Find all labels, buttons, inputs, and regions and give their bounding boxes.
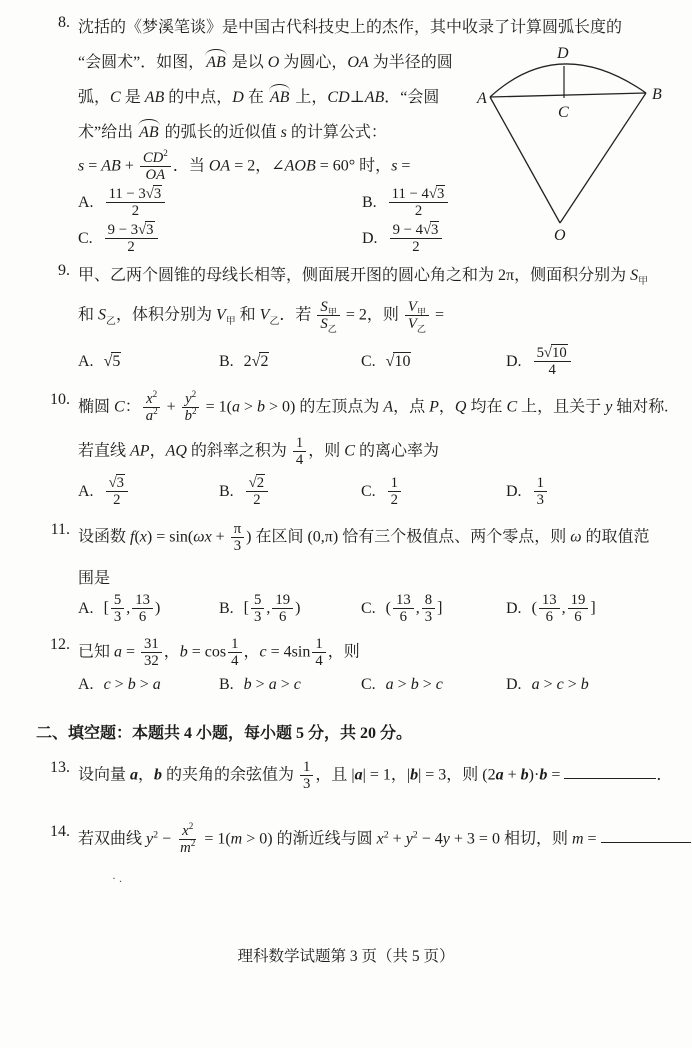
option-value: 2√2 [243,352,269,370]
option-c [361,353,506,371]
option-b [219,475,361,509]
option-label: B. [362,193,377,211]
question-formula: s = AB + $\frac{CD^2}{OA}$ ．当 OA = 2，∠AOB = 60° 时，s = [78,148,411,184]
option-d [506,475,682,509]
question-formula: 设向量 a，b 的夹角的余弦值为 $\frac{1}{3}$ ，且 |a| = 1，|b| = 3，则 (2a + b)·b = ． [78,758,673,793]
option-a [78,676,219,694]
option-value: √5 [103,352,121,370]
option-c [361,592,506,626]
option-value: $\frac{9 - 4√3}{2}$ [388,222,445,256]
question-9 [36,262,682,379]
question-13 [36,759,682,793]
question-formula: 椭圆 C： $\frac{x^2}{a^2}$ + $\frac{y^2}{b^2}$ = 1(a > b > 0) 的左顶点为 A，点 P，Q 均在 C 上，且关于 y 轴对称. [78,388,669,425]
radius-OB [560,93,646,223]
options-row [36,676,682,694]
option-value: $\frac{11 - 3√3}{2}$ [104,186,168,220]
label-C: C [558,104,569,121]
option-label: C. [361,482,376,500]
question-text-line: 术”给出 AB 的弧长的近似值 s 的计算公式： [78,124,387,141]
option-label: D. [362,229,378,247]
option-value: $\frac{11 - 4√3}{2}$ [387,186,451,220]
arc-diagram-svg [476,40,666,245]
question-text-line: 甲、乙两个圆锥的母线长相等，侧面展开图的圆心角之和为 2π，侧面积分别为 $S_甲$ [78,266,649,288]
option-value: $\frac{√3}{2}$ [104,475,130,509]
question-number: 8. [58,14,70,31]
question-number: 13. [50,758,70,776]
option-c [361,475,506,509]
options-row [36,592,682,626]
arc-diagram [476,40,666,245]
option-value: ( $\frac{13}{6}$ , $\frac{8}{3}$ ] [385,591,443,626]
option-b [219,353,361,371]
option-label: B. [219,675,234,693]
option-value: $\frac{√2}{2}$ [244,475,270,509]
option-label: A. [78,675,94,693]
option-b [219,676,361,694]
question-formula: 若双曲线 $y^2$ − $\frac{x^2}{m^2}$ = 1(m > 0) 的渐近线与圆 $x^2 + y^2 - 4y + 3 = 0$ 相切，则 m = [78,823,692,857]
options-row [36,475,682,509]
option-label: C. [361,675,376,693]
option-label: C. [361,599,376,617]
chord-AB [490,93,646,97]
option-d [506,345,682,379]
option-value: a > c > b [531,675,589,693]
option-value: $\frac{1}{2}$ [386,475,403,509]
arc-ADB [490,64,646,97]
option-value: b > a > c [243,675,301,693]
question-number: 14. [50,822,70,840]
option-b [219,592,361,626]
option-label: A. [78,352,94,370]
label-A: A [477,90,487,107]
option-c [78,222,362,256]
question-11 [36,521,682,626]
footer-page-number: 理科数学试题第 3 页（共 5 页） [237,948,455,965]
question-text-line: 围是 [78,569,111,587]
scan-artifact-mark: · . [112,871,122,885]
question-text-line: 沈括的《梦溪笔谈》是中国古代科技史上的杰作，其中收录了计算圆弧长度的 [78,19,623,36]
question-text-line: 若直线 AP，AQ 的斜率之积为 $\frac{1}{4}$ ，则 C 的离心率为 [78,434,439,469]
question-formula: 已知 a = $\frac{31}{32}$ ，b = cos $\frac{1}{4}$ ，c = 4sin $\frac{1}{4}$ ，则 [78,635,360,670]
section-2-header: 二、填空题：本题共 4 小题，每小题 5 分，共 20 分。 [36,724,413,742]
label-O: O [554,227,566,244]
question-text-line: 弧，C 是 AB 的中点，D 在 AB 上，CD⊥AB．“会圆 [78,89,440,106]
option-label: D. [506,675,522,693]
option-label: B. [219,599,234,617]
option-a [78,353,219,371]
option-value: c > b > a [103,675,161,693]
label-D: D [557,45,569,62]
option-label: B. [219,482,234,500]
option-value: [ $\frac{5}{3}$ , $\frac{19}{6}$ ) [243,591,301,626]
option-a [78,475,219,509]
option-value: $\frac{1}{3}$ [532,475,549,509]
option-label: D. [506,482,522,500]
option-c [361,676,506,694]
label-B: B [652,86,662,103]
option-value: [ $\frac{5}{3}$ , $\frac{13}{6}$ ) [103,591,161,626]
question-number: 10. [50,390,70,408]
option-label: D. [506,599,522,617]
option-label: A. [78,599,94,617]
option-value: $\frac{9 - 3√3}{2}$ [103,222,160,256]
option-value: a > b > c [385,675,443,693]
question-12 [36,636,682,694]
radius-OA [490,97,560,223]
option-a [78,186,362,220]
option-d [506,592,682,626]
question-14 [36,820,682,857]
question-formula: 设函数 f(x) = sin(ωx + $\frac{\pi}{3}$ ) 在区间 (0,π) 恰有三个极值点、两个零点，则 ω 的取值范 [78,520,650,555]
option-value: ( $\frac{13}{6}$ , $\frac{19}{6}$ ] [531,591,596,626]
option-d [506,676,682,694]
question-number: 9. [58,261,70,279]
option-label: A. [78,193,94,211]
option-label: D. [506,352,522,370]
option-value: $\frac{5√10}{4}$ [532,345,573,379]
option-label: A. [78,482,94,500]
option-value: √10 [385,352,411,370]
options-row [36,345,682,379]
question-number: 11. [50,520,70,538]
option-a [78,592,219,626]
question-formula: 和 $S_乙$，体积分别为 $V_甲$ 和 $V_乙$．若 $\frac{S_甲}{S_乙}$ = 2，则 $\frac{V_甲}{V_乙}$ = [78,298,445,335]
option-label: C. [361,352,376,370]
question-10 [36,388,682,509]
question-number: 12. [50,635,70,653]
option-label: B. [219,352,234,370]
option-label: C. [78,229,93,247]
question-text-line: “会圆术”．如图， AB 是以 O 为圆心，OA 为半径的圆 [78,54,453,71]
